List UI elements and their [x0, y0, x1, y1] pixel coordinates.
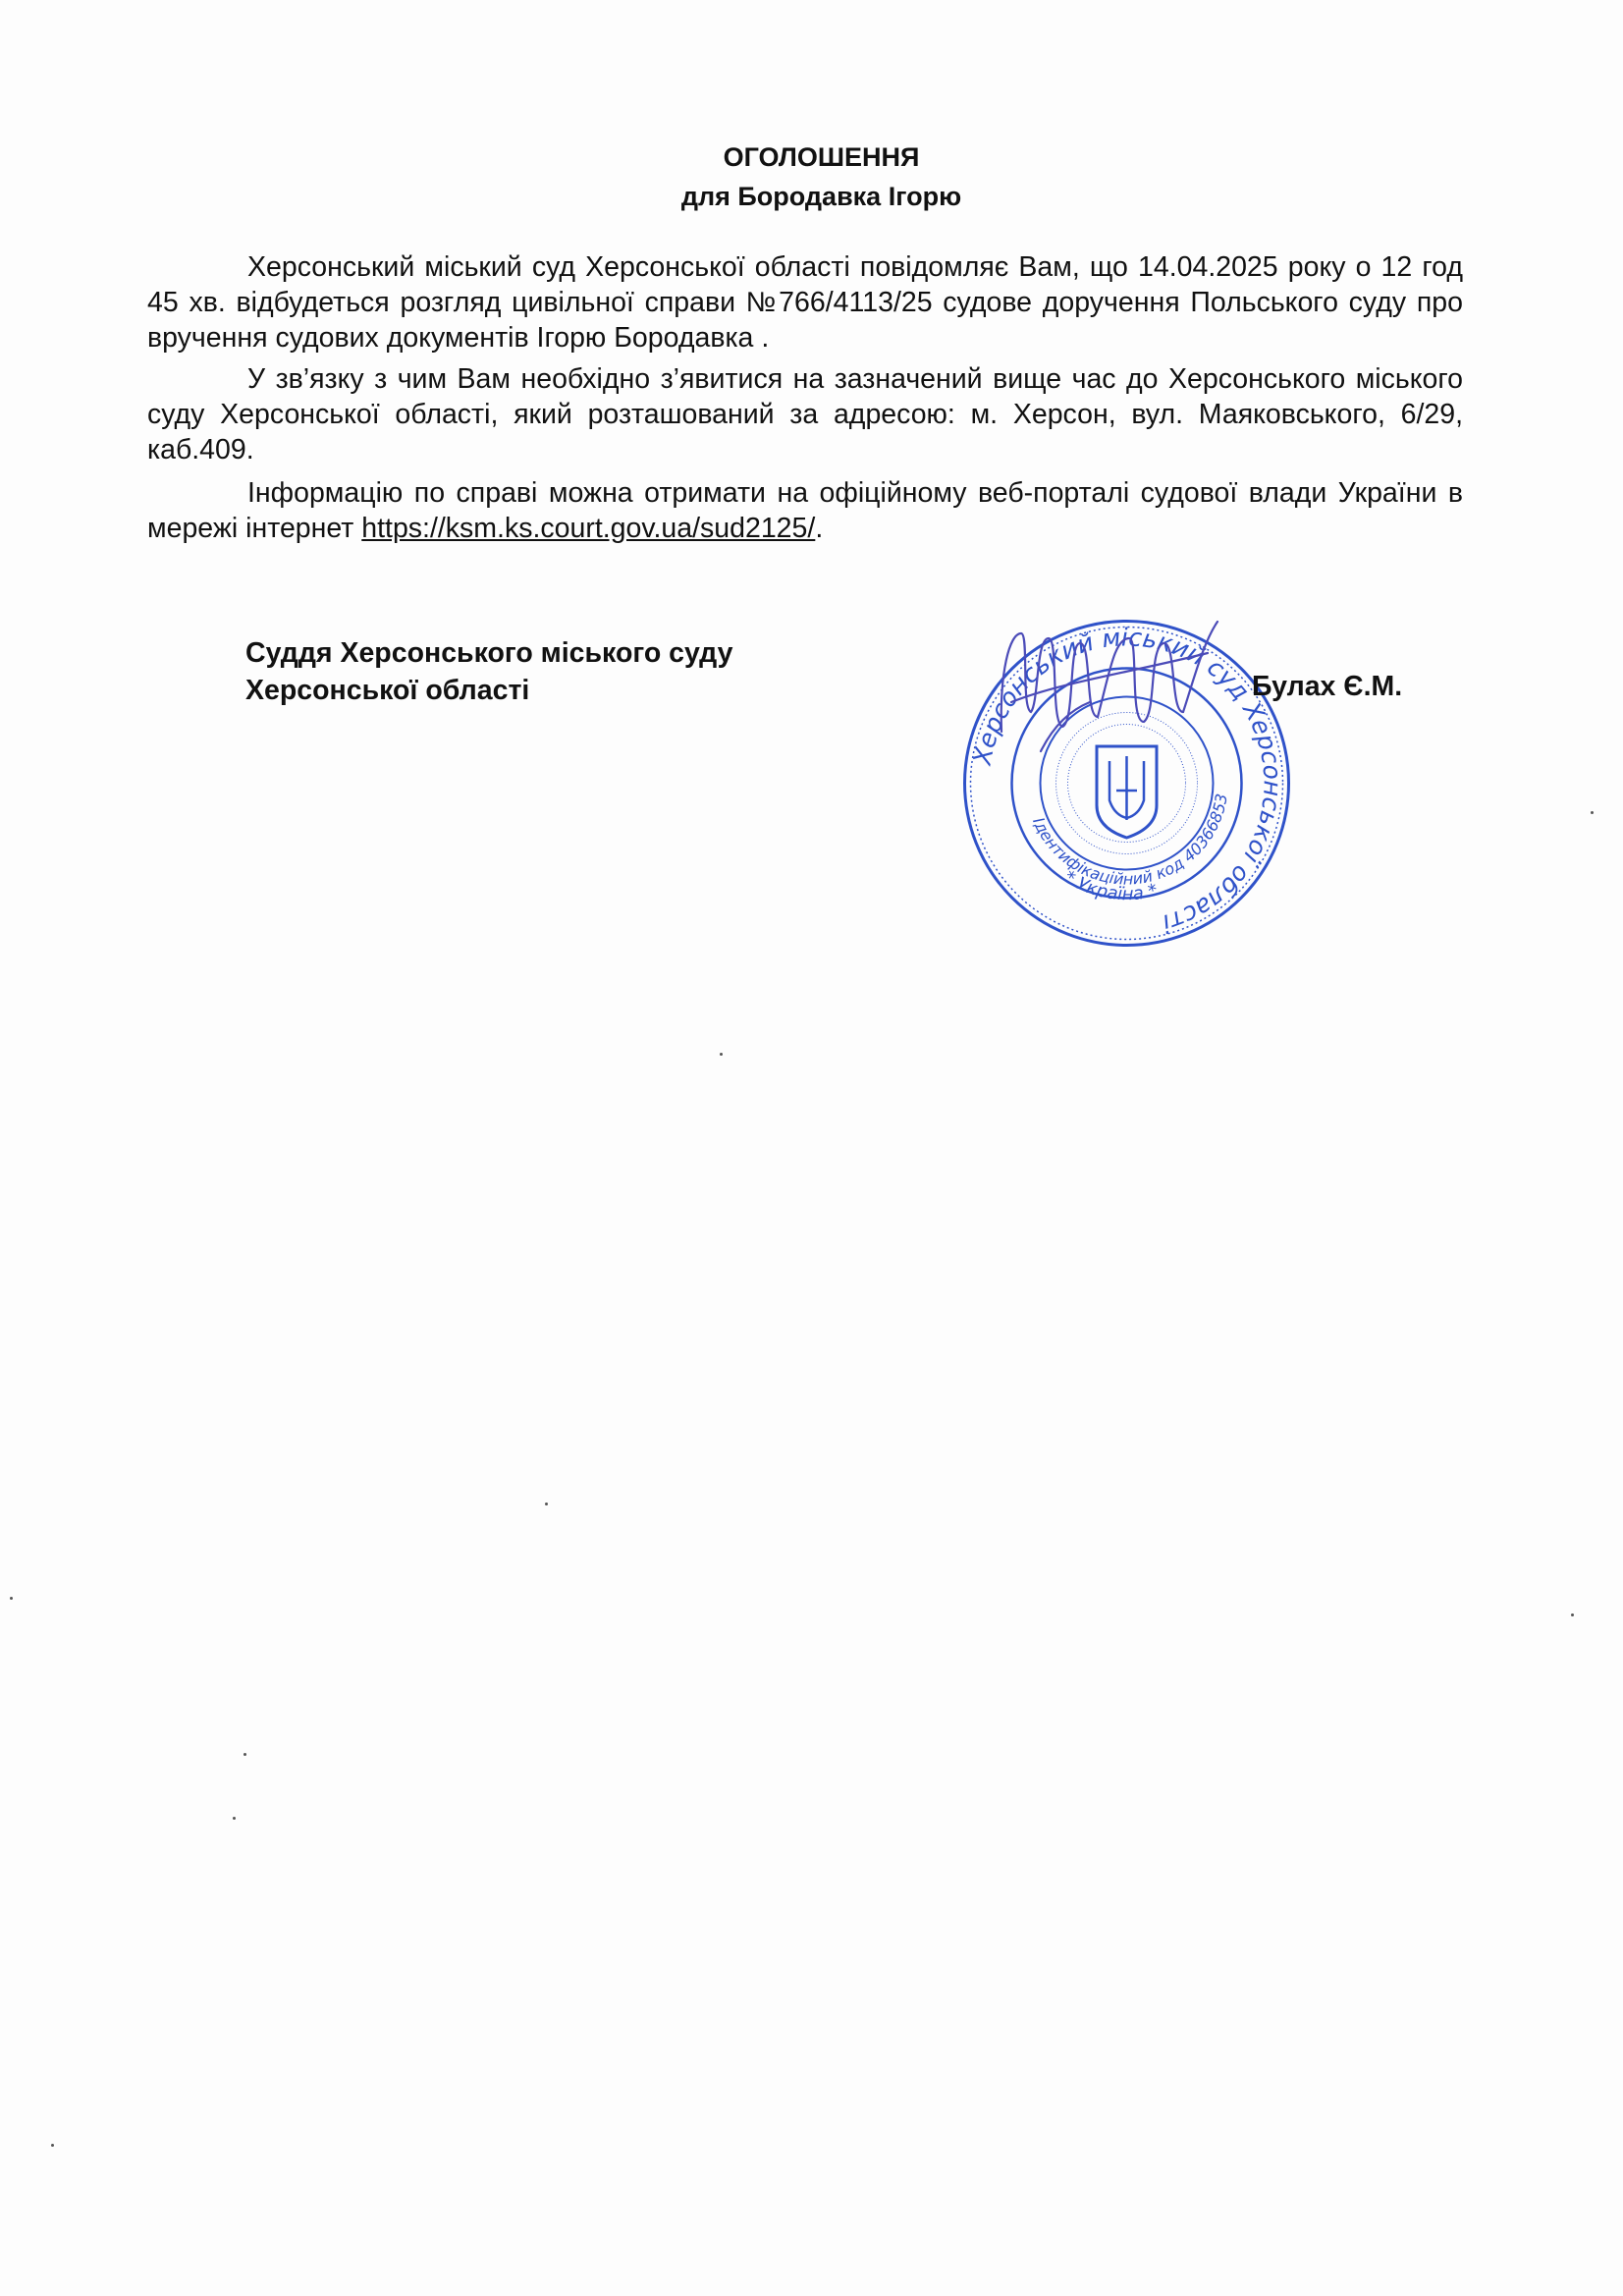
paragraph-info-lead: Інформацію по справі можна отримати на офіційному веб-порталі судової влади України в мережі інтернет — [147, 477, 1463, 544]
judge-signature — [982, 614, 1237, 771]
stamp-bottom-text: * Україна * — [1059, 866, 1161, 905]
paragraph-appearance-text: У зв’язку з чим Вам необхідно з’явитися на зазначений вище час до Херсонського міського суду Херсонської області, який розташований за адресою: м. Херсон, вул. Маяковського, 6/29, каб.409. — [147, 363, 1463, 465]
signer-title — [245, 634, 835, 709]
stamp-inner-text: Ідентифікаційний код 40366853 — [1029, 792, 1231, 889]
scan-speck — [233, 1817, 236, 1820]
signer-title-line1: Суддя Херсонського міського суду — [245, 637, 733, 669]
scan-speck — [10, 1597, 13, 1600]
signer-title-line2: Херсонської області — [245, 675, 530, 706]
document-addressee: для Бородавка Ігорю — [680, 182, 962, 211]
svg-text:Ідентифікаційний код 40366853 — [1029, 793, 1231, 889]
scan-speck — [720, 1053, 723, 1056]
paragraph-appearance — [147, 361, 1463, 467]
paragraph-hearing — [147, 249, 1463, 355]
paragraph-info — [147, 475, 1463, 546]
scan-speck — [243, 1753, 246, 1756]
scan-speck — [545, 1503, 548, 1505]
paragraph-info-text — [147, 475, 1463, 546]
paragraph-info-end: . — [815, 513, 824, 544]
paragraph-hearing-text: Херсонський міський суд Херсонської області повідомляє Вам, що 14.04.2025 року о 12 год 45 хв. відбудеться розгляд цивільної справи №766/4113/25 судове доручення Польського суду про вручення судових документів Ігорю Бородавка . — [147, 251, 1463, 354]
scan-speck — [51, 2144, 54, 2147]
court-portal-link[interactable]: https://ksm.ks.court.gov.ua/sud2125/ — [361, 513, 816, 544]
document-title: ОГОЛОШЕННЯ — [723, 142, 920, 172]
signer-name: Булах Є.М. — [1252, 671, 1403, 702]
stamp-outer-text: Херсонський міський суд Херсонської області — [967, 623, 1287, 939]
scan-speck — [1591, 811, 1594, 814]
scan-speck — [1571, 1613, 1574, 1616]
